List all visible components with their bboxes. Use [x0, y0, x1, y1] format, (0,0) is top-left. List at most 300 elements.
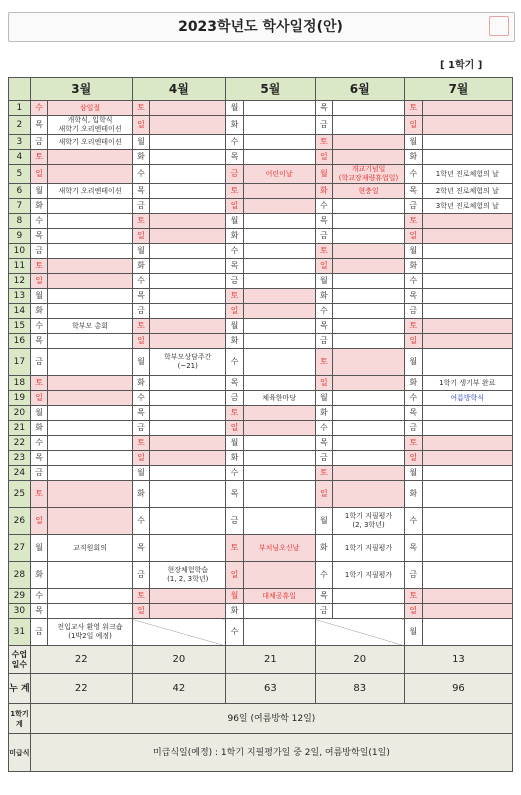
month-header-row: [9, 78, 513, 101]
weekday-cell: 일: [315, 259, 333, 274]
weekday-cell: 일: [132, 451, 150, 466]
event-cell: [150, 116, 226, 135]
event-cell: [150, 319, 226, 334]
weekday-cell: 금: [315, 451, 333, 466]
weekday-cell: 수: [315, 421, 333, 436]
day-row: [9, 229, 513, 244]
event-cell: 1학기 지필평가 (2, 3학년): [333, 508, 405, 535]
event-cell: [422, 101, 512, 116]
event-cell: 2학년 진로체험의 날: [422, 184, 512, 199]
event-cell: [150, 289, 226, 304]
event-cell: [150, 135, 226, 150]
weekday-cell: 금: [315, 229, 333, 244]
weekday-cell: 일: [132, 229, 150, 244]
event-cell: 1학기 지필평가: [333, 535, 405, 562]
event-cell: [422, 436, 512, 451]
weekday-cell: 화: [226, 229, 244, 244]
day-row: [9, 391, 513, 406]
weekday-cell: 월: [404, 619, 422, 646]
weekday-cell: 화: [226, 604, 244, 619]
event-cell: [150, 508, 226, 535]
weekday-cell: 목: [315, 589, 333, 604]
weekday-cell: 월: [404, 244, 422, 259]
event-cell: [333, 589, 405, 604]
event-cell: [422, 135, 512, 150]
day-number: 24: [9, 466, 31, 481]
weekday-cell: 일: [226, 199, 244, 214]
weekday-cell: 화: [315, 184, 333, 199]
event-cell: [150, 101, 226, 116]
day-row: [9, 214, 513, 229]
event-cell: [150, 244, 226, 259]
weekday-cell: 토: [132, 436, 150, 451]
day-number: 9: [9, 229, 31, 244]
event-cell: [48, 244, 132, 259]
header: [8, 6, 513, 40]
event-cell: [422, 214, 512, 229]
day-row: [9, 376, 513, 391]
weekday-cell: 일: [132, 334, 150, 349]
event-cell: [150, 589, 226, 604]
schedule-table: [8, 77, 513, 772]
weekday-cell: 월: [404, 349, 422, 376]
event-cell: [150, 421, 226, 436]
day-row: [9, 135, 513, 150]
semester-total-label: 1학기계: [9, 704, 31, 734]
weekday-cell: 월: [30, 535, 48, 562]
weekday-cell: 금: [132, 421, 150, 436]
event-cell: [243, 319, 315, 334]
event-cell: [48, 289, 132, 304]
weekday-cell: 월: [315, 391, 333, 406]
day-number: 22: [9, 436, 31, 451]
event-cell: 학부모 총회: [48, 319, 132, 334]
weekday-cell: 수: [315, 562, 333, 589]
weekday-cell: 화: [404, 481, 422, 508]
weekday-cell: 화: [30, 199, 48, 214]
event-cell: [243, 619, 315, 646]
day-number: 27: [9, 535, 31, 562]
weekday-cell: 토: [30, 376, 48, 391]
event-cell: [150, 535, 226, 562]
cumulative-3: 22: [30, 674, 132, 704]
weekday-cell: 금: [315, 604, 333, 619]
weekday-cell: 토: [404, 436, 422, 451]
month-header-4: 4월: [132, 78, 226, 101]
event-cell: [48, 604, 132, 619]
weekday-cell: 목: [315, 214, 333, 229]
weekday-cell: 월: [132, 349, 150, 376]
weekday-cell: 토: [132, 589, 150, 604]
weekday-cell: 일: [404, 116, 422, 135]
day-row: [9, 421, 513, 436]
weekday-cell: 일: [226, 562, 244, 589]
event-cell: [333, 376, 405, 391]
weekday-cell: 목: [315, 319, 333, 334]
weekday-cell: 금: [226, 508, 244, 535]
event-cell: [243, 466, 315, 481]
weekday-cell: 금: [315, 116, 333, 135]
event-cell: [333, 481, 405, 508]
weekday-cell: 금: [226, 391, 244, 406]
weekday-cell: 일: [404, 451, 422, 466]
weekday-cell: 월: [404, 135, 422, 150]
weekday-cell: 토: [315, 244, 333, 259]
event-cell: [333, 406, 405, 421]
event-cell: [150, 199, 226, 214]
event-cell: [333, 334, 405, 349]
event-cell: [150, 466, 226, 481]
weekday-cell: 월: [226, 589, 244, 604]
event-cell: [422, 604, 512, 619]
event-cell: [48, 508, 132, 535]
event-cell: 여름방학식: [422, 391, 512, 406]
weekday-cell: 일: [30, 274, 48, 289]
weekday-cell: 화: [30, 421, 48, 436]
event-cell: 교직원회의: [48, 535, 132, 562]
event-cell: [422, 349, 512, 376]
cumulative-5: 63: [226, 674, 315, 704]
semester-total-value: 96일 (여름방학 12일): [30, 704, 512, 734]
weekday-cell: 월: [315, 274, 333, 289]
day-number: 2: [9, 116, 31, 135]
no-meal-row: [9, 734, 513, 772]
event-cell: [48, 229, 132, 244]
weekday-cell: 금: [30, 349, 48, 376]
class-days-5: 21: [226, 646, 315, 674]
event-cell: [243, 508, 315, 535]
day-number: 30: [9, 604, 31, 619]
weekday-cell: 금: [404, 199, 422, 214]
event-cell: 삼일절: [48, 101, 132, 116]
day-number: 15: [9, 319, 31, 334]
weekday-cell: 수: [30, 101, 48, 116]
weekday-cell: 토: [404, 214, 422, 229]
event-cell: [333, 244, 405, 259]
event-cell: [333, 466, 405, 481]
event-cell: 개학식, 입학식 새학기 오리엔테이션: [48, 116, 132, 135]
day-number: 26: [9, 508, 31, 535]
weekday-cell: 수: [404, 508, 422, 535]
weekday-cell: 일: [315, 376, 333, 391]
event-cell: [333, 391, 405, 406]
event-cell: [150, 165, 226, 184]
event-cell: [48, 259, 132, 274]
day-number: 23: [9, 451, 31, 466]
day-row: [9, 304, 513, 319]
weekday-cell: 토: [404, 101, 422, 116]
day-number: 5: [9, 165, 31, 184]
weekday-cell: 목: [132, 184, 150, 199]
weekday-cell: 금: [404, 304, 422, 319]
event-cell: [422, 466, 512, 481]
weekday-cell: 목: [226, 259, 244, 274]
event-cell: [150, 184, 226, 199]
day-row: [9, 562, 513, 589]
event-cell: [243, 259, 315, 274]
event-cell: [48, 451, 132, 466]
day-row: [9, 619, 513, 646]
day-number: 25: [9, 481, 31, 508]
event-cell: 개교기념일 (학교장재량휴업일): [333, 165, 405, 184]
day-row: [9, 165, 513, 184]
weekday-cell: 금: [132, 199, 150, 214]
event-cell: [422, 116, 512, 135]
weekday-cell: 금: [30, 244, 48, 259]
weekday-cell: 목: [226, 481, 244, 508]
class-days-4: 20: [132, 646, 226, 674]
event-cell: [243, 304, 315, 319]
weekday-cell: 수: [226, 349, 244, 376]
weekday-cell: 월: [226, 101, 244, 116]
event-cell: [48, 481, 132, 508]
weekday-cell: 월: [404, 466, 422, 481]
weekday-cell: 수: [226, 244, 244, 259]
month-header-3: 3월: [30, 78, 132, 101]
weekday-cell: 일: [30, 508, 48, 535]
event-cell: [150, 229, 226, 244]
event-cell: [243, 604, 315, 619]
event-cell: [243, 451, 315, 466]
weekday-cell: 금: [132, 562, 150, 589]
event-cell: [150, 604, 226, 619]
event-cell: [243, 214, 315, 229]
empty-day-cell: [132, 619, 226, 646]
event-cell: [48, 165, 132, 184]
day-number: 4: [9, 150, 31, 165]
weekday-cell: 화: [132, 150, 150, 165]
event-cell: [333, 289, 405, 304]
weekday-cell: 수: [404, 391, 422, 406]
weekday-cell: 목: [404, 289, 422, 304]
weekday-cell: 수: [30, 436, 48, 451]
weekday-cell: 목: [404, 535, 422, 562]
weekday-cell: 화: [315, 406, 333, 421]
event-cell: [48, 199, 132, 214]
event-cell: [422, 289, 512, 304]
event-cell: 현장체험학습 (1, 2, 3학년): [150, 562, 226, 589]
day-row: [9, 481, 513, 508]
weekday-cell: 토: [404, 319, 422, 334]
day-number: 21: [9, 421, 31, 436]
day-number: 18: [9, 376, 31, 391]
event-cell: [422, 508, 512, 535]
weekday-cell: 수: [226, 619, 244, 646]
weekday-cell: 토: [30, 481, 48, 508]
weekday-cell: 토: [30, 259, 48, 274]
event-cell: [333, 451, 405, 466]
weekday-cell: 화: [132, 481, 150, 508]
month-header-5: 5월: [226, 78, 315, 101]
weekday-cell: 수: [30, 589, 48, 604]
weekday-cell: 일: [315, 150, 333, 165]
class-days-label: 수업 일수: [9, 646, 31, 674]
event-cell: 1학기 지필평가: [333, 562, 405, 589]
event-cell: [333, 259, 405, 274]
event-cell: 어린이날: [243, 165, 315, 184]
weekday-cell: 금: [226, 165, 244, 184]
event-cell: [48, 406, 132, 421]
event-cell: [243, 481, 315, 508]
event-cell: [243, 116, 315, 135]
weekday-cell: 화: [226, 451, 244, 466]
event-cell: [150, 214, 226, 229]
event-cell: [243, 376, 315, 391]
event-cell: [150, 451, 226, 466]
event-cell: [48, 391, 132, 406]
event-cell: [48, 214, 132, 229]
weekday-cell: 수: [132, 508, 150, 535]
day-row: [9, 116, 513, 135]
event-cell: 새학기 오리엔테이션: [48, 135, 132, 150]
event-cell: [150, 334, 226, 349]
day-row: [9, 406, 513, 421]
event-cell: 전입교사 환영 워크숍 (1박2일 예정): [48, 619, 132, 646]
event-cell: [243, 150, 315, 165]
event-cell: [422, 451, 512, 466]
event-cell: [333, 604, 405, 619]
weekday-cell: 수: [404, 165, 422, 184]
day-number: 10: [9, 244, 31, 259]
event-cell: 체육한마당: [243, 391, 315, 406]
cumulative-4: 42: [132, 674, 226, 704]
weekday-cell: 목: [132, 406, 150, 421]
day-row: [9, 199, 513, 214]
weekday-cell: 월: [30, 289, 48, 304]
event-cell: [48, 150, 132, 165]
event-cell: [243, 244, 315, 259]
day-row: [9, 349, 513, 376]
weekday-cell: 금: [30, 135, 48, 150]
day-number: 31: [9, 619, 31, 646]
event-cell: [422, 589, 512, 604]
event-cell: [48, 304, 132, 319]
event-cell: [333, 135, 405, 150]
event-cell: [333, 116, 405, 135]
day-number: 17: [9, 349, 31, 376]
weekday-cell: 화: [30, 562, 48, 589]
day-row: [9, 436, 513, 451]
event-cell: [150, 406, 226, 421]
weekday-cell: 토: [132, 214, 150, 229]
weekday-cell: 월: [226, 319, 244, 334]
weekday-cell: 수: [226, 466, 244, 481]
weekday-cell: 목: [30, 334, 48, 349]
event-cell: [422, 562, 512, 589]
day-row: [9, 319, 513, 334]
event-cell: [150, 481, 226, 508]
weekday-cell: 토: [226, 535, 244, 562]
event-cell: [333, 304, 405, 319]
event-cell: [422, 421, 512, 436]
event-cell: [422, 334, 512, 349]
class-days-7: 13: [404, 646, 512, 674]
weekday-cell: 목: [30, 604, 48, 619]
event-cell: [243, 199, 315, 214]
month-header-7: 7월: [404, 78, 512, 101]
weekday-cell: 수: [404, 274, 422, 289]
weekday-cell: 일: [315, 481, 333, 508]
event-cell: [422, 274, 512, 289]
weekday-cell: 금: [404, 562, 422, 589]
day-number: 1: [9, 101, 31, 116]
event-cell: [422, 259, 512, 274]
weekday-cell: 금: [132, 304, 150, 319]
day-row: [9, 101, 513, 116]
weekday-cell: 일: [404, 334, 422, 349]
weekday-cell: 수: [132, 391, 150, 406]
event-cell: [333, 199, 405, 214]
event-cell: [243, 101, 315, 116]
event-cell: [243, 184, 315, 199]
no-meal-label: 미급식: [9, 734, 31, 772]
event-cell: [422, 319, 512, 334]
event-cell: [422, 304, 512, 319]
event-cell: [150, 259, 226, 274]
weekday-cell: 수: [30, 214, 48, 229]
event-cell: [243, 229, 315, 244]
event-cell: [243, 436, 315, 451]
corner-cell: [9, 78, 31, 101]
event-cell: 3학년 진로체험의 날: [422, 199, 512, 214]
event-cell: [150, 274, 226, 289]
day-row: [9, 334, 513, 349]
weekday-cell: 일: [132, 604, 150, 619]
event-cell: 1학년 진로체험의 날: [422, 165, 512, 184]
day-number: 29: [9, 589, 31, 604]
weekday-cell: 화: [30, 304, 48, 319]
class-days-row: [9, 646, 513, 674]
day-number: 16: [9, 334, 31, 349]
weekday-cell: 월: [30, 406, 48, 421]
weekday-cell: 화: [226, 334, 244, 349]
event-cell: [333, 214, 405, 229]
class-days-3: 22: [30, 646, 132, 674]
event-cell: [48, 274, 132, 289]
event-cell: [422, 229, 512, 244]
weekday-cell: 월: [132, 135, 150, 150]
event-cell: [150, 436, 226, 451]
weekday-cell: 일: [404, 229, 422, 244]
weekday-cell: 금: [404, 421, 422, 436]
weekday-cell: 목: [132, 289, 150, 304]
day-number: 28: [9, 562, 31, 589]
event-cell: [333, 101, 405, 116]
weekday-cell: 화: [404, 150, 422, 165]
weekday-cell: 목: [132, 535, 150, 562]
weekday-cell: 화: [404, 259, 422, 274]
weekday-cell: 목: [315, 101, 333, 116]
weekday-cell: 금: [315, 334, 333, 349]
event-cell: [48, 589, 132, 604]
weekday-cell: 월: [132, 244, 150, 259]
weekday-cell: 수: [132, 165, 150, 184]
event-cell: [243, 349, 315, 376]
event-cell: [243, 289, 315, 304]
weekday-cell: 월: [132, 466, 150, 481]
event-cell: [150, 391, 226, 406]
event-cell: [243, 562, 315, 589]
day-row: [9, 508, 513, 535]
weekday-cell: 토: [315, 135, 333, 150]
event-cell: [243, 421, 315, 436]
empty-day-cell: [315, 619, 404, 646]
event-cell: [150, 150, 226, 165]
event-cell: [333, 229, 405, 244]
event-cell: [48, 466, 132, 481]
day-row: [9, 289, 513, 304]
weekday-cell: 토: [226, 289, 244, 304]
